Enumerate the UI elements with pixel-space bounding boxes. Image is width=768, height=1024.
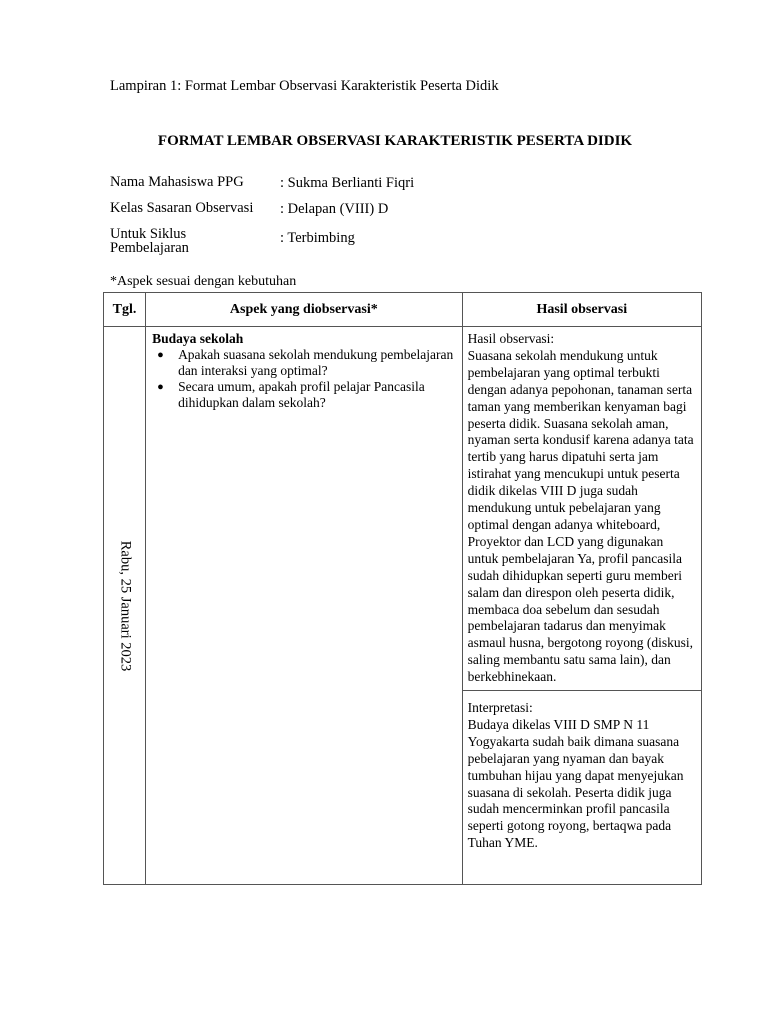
aspek-cell: [146, 327, 463, 885]
table-header-row: [104, 293, 702, 327]
hasil-cell: [462, 327, 701, 691]
document-title: FORMAT LEMBAR OBSERVASI KARAKTERISTIK PESERTA DIDIK: [157, 133, 633, 149]
bullet-icon: ●: [157, 381, 164, 393]
list-item: [157, 379, 456, 411]
aspek-item-text: Secara umum, apakah profil pelajar Pancasila dihidupkan dalam sekolah?: [178, 379, 425, 410]
interpretasi-cell: [462, 691, 701, 885]
hasil-label: Hasil observasi:: [467, 331, 555, 346]
lampiran-caption: Lampiran 1: Format Lembar Observasi Karakteristik Peserta Didik: [110, 78, 499, 94]
header-hasil: Hasil observasi: [462, 293, 701, 327]
table-row: [104, 327, 702, 691]
nama-label: Nama Mahasiswa PPG: [110, 174, 244, 190]
aspek-heading: Budaya sekolah: [152, 331, 244, 346]
hasil-text: Suasana sekolah mendukung untuk pembelajaran yang optimal terbukti dengan adanya pepohonan, tanaman serta taman yang memberikan kenyaman bagi peserta didik. Suasana sekolah aman, nyaman serta kondusif karena adanya tata tertib yang harus dipatuhi serta jam istirahat yang mencukupi untuk peserta didik dikelas VIII D juga sudah mendukung untuk pebelajaran yang optimal dengan adanya whiteboard, Proyektor dan LCD yang digunakan untuk pembelajaran Ya, profil pancasila sudah dihidupkan seperti guru memberi salam dan direspon oleh peserta didik, membaca doa sebelum dan sesudah pembelajaran tadarus dan menyimak asmaul husna, bergotong royong (diskusi, saling membantu satu sama lain), dan berkebhinekaan.: [467, 347, 694, 685]
header-aspek: Aspek yang diobservasi*: [146, 293, 463, 327]
header-tgl: Tgl.: [104, 293, 146, 327]
kelas-value: : Delapan (VIII) D: [280, 201, 389, 217]
siklus-label: Untuk Siklus Pembelajaran: [110, 226, 189, 256]
aspek-item-text: Apakah suasana sekolah mendukung pembelajaran dan interaksi yang optimal?: [178, 347, 454, 378]
observation-date: Rabu, 25 Januari 2023: [117, 540, 134, 671]
observation-table: [103, 292, 702, 885]
siklus-value: : Terbimbing: [280, 230, 355, 246]
list-item: [157, 347, 456, 379]
date-cell: [104, 327, 146, 885]
aspek-note: *Aspek sesuai dengan kebutuhan: [110, 274, 297, 289]
interpretasi-text: Budaya dikelas VIII D SMP N 11 Yogyakarta sudah baik dimana suasana pebelajaran yang nyaman dan bayak tumbuhan hijau yang dapat menyejukan suasana di sekolah. Peserta didik juga sudah mencerminkan profil pancasila seperti gotong royong, bertaqwa pada Tuhan YME.: [467, 716, 684, 851]
kelas-label: Kelas Sasaran Observasi: [110, 200, 254, 216]
bullet-icon: ●: [157, 349, 164, 361]
interpretasi-label: Interpretasi:: [467, 700, 533, 716]
nama-value: : Sukma Berlianti Fiqri: [280, 175, 415, 191]
aspek-list: [152, 347, 456, 411]
